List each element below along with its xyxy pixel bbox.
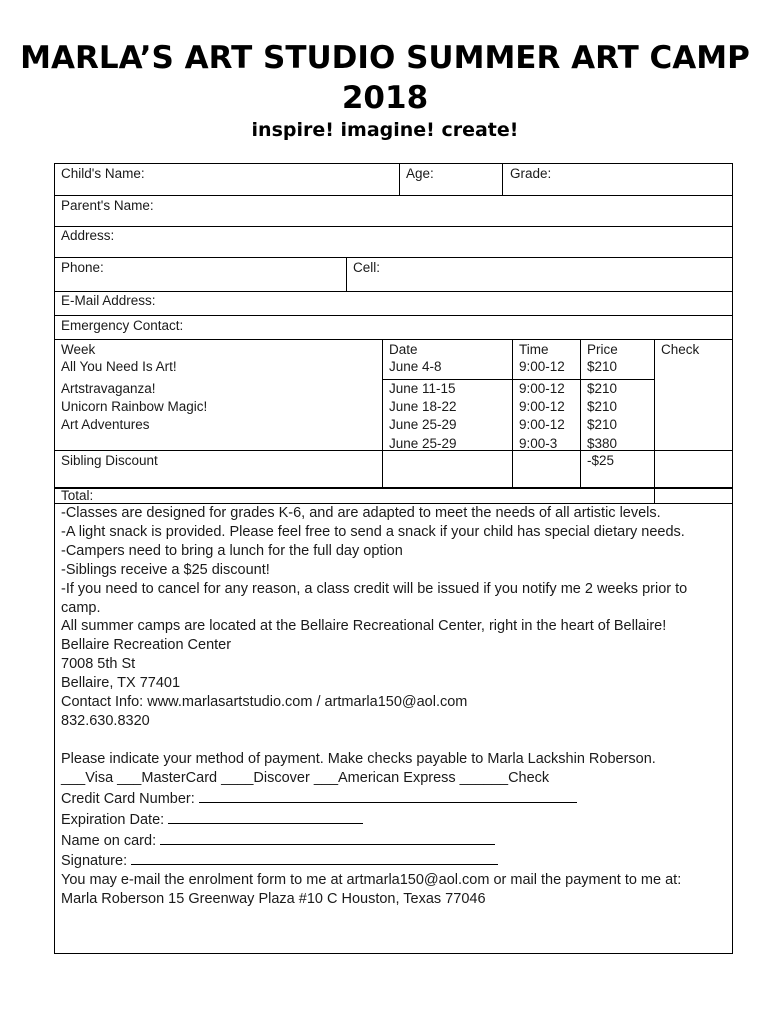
name-on-card-label: Name on card: — [61, 832, 157, 849]
week-price: $380 — [587, 436, 618, 451]
payment-instruction: Please indicate your method of payment. Make checks payable to Marla Lackshin Roberson. — [61, 750, 656, 767]
signature-field[interactable] — [131, 850, 498, 865]
week-date: June 18-22 — [389, 399, 457, 414]
form-rule — [54, 315, 733, 316]
form-rule — [54, 487, 733, 489]
info-line: 7008 5th St — [61, 656, 136, 673]
form-rule — [399, 163, 400, 195]
signature-row — [61, 850, 726, 871]
form-rule — [54, 291, 733, 292]
emergency-contact-field[interactable]: Emergency Contact: — [61, 318, 184, 333]
age-field[interactable]: Age: — [406, 166, 434, 181]
expiration-row — [61, 809, 726, 830]
week-price: $210 — [587, 359, 618, 374]
form-rule — [382, 339, 383, 487]
name-on-card-field[interactable] — [160, 830, 495, 845]
page-title: MARLA’S ART STUDIO SUMMER ART CAMP 2018 — [20, 40, 750, 116]
info-line: -Siblings receive a $25 discount! — [61, 561, 270, 578]
email-field[interactable]: E-Mail Address: — [61, 293, 156, 308]
price-column-header: Price — [587, 342, 618, 357]
form-rule — [382, 379, 654, 380]
week-price: $210 — [587, 417, 618, 432]
form-rule — [502, 163, 503, 195]
week-name: Artstravaganza! — [61, 381, 156, 396]
expiration-label: Expiration Date: — [61, 811, 165, 828]
child-name-field[interactable]: Child's Name: — [61, 166, 145, 181]
credit-card-number-field[interactable] — [199, 788, 577, 803]
week-time: 9:00-3 — [519, 436, 558, 451]
total-label: Total: — [61, 488, 94, 503]
form-rule — [54, 195, 733, 196]
week-name: All You Need Is Art! — [61, 359, 177, 374]
tagline: inspire! imagine! create! — [251, 119, 519, 141]
week-name: Unicorn Rainbow Magic! — [61, 399, 208, 414]
address-field[interactable]: Address: — [61, 228, 115, 243]
info-line: Contact Info: www.marlasartstudio.com / artmarla150@aol.com — [61, 694, 468, 711]
week-date: June 25-29 — [389, 436, 457, 451]
week-time: 9:00-12 — [519, 359, 565, 374]
form-rule — [54, 226, 733, 227]
week-time: 9:00-12 — [519, 417, 565, 432]
form-rule — [54, 257, 733, 258]
time-column-header: Time — [519, 342, 549, 357]
parent-name-field[interactable]: Parent's Name: — [61, 198, 154, 213]
info-line: -If you need to cancel for any reason, a class credit will be issued if you notify me 2 weeks prior to camp. — [61, 580, 688, 616]
form-rule — [580, 339, 581, 487]
phone-field[interactable]: Phone: — [61, 260, 104, 275]
name-on-card-row — [61, 830, 726, 851]
expiration-date-field[interactable] — [168, 809, 363, 824]
info-line: 832.630.8320 — [61, 712, 150, 729]
form-rule — [346, 257, 347, 291]
info-line: -Campers need to bring a lunch for the full day option — [61, 542, 403, 559]
mail-address: Marla Roberson 15 Greenway Plaza #10 C Houston, Texas 77046 — [61, 891, 486, 908]
spacer — [61, 731, 726, 750]
camp-information — [61, 504, 726, 909]
info-line: -A light snack is provided. Please feel free to send a snack if your child has special dietary needs. — [61, 523, 685, 540]
form-rule — [54, 339, 733, 340]
info-line: Bellaire Recreation Center — [61, 637, 232, 654]
info-line: Bellaire, TX 77401 — [61, 675, 181, 692]
mail-note: You may e-mail the enrolment form to me at artmarla150@aol.com or mail the payment to me at: — [61, 872, 682, 889]
week-date: June 4-8 — [389, 359, 442, 374]
week-date: June 11-15 — [389, 381, 456, 396]
week-column-header: Week — [61, 342, 96, 357]
info-line: All summer camps are located at the Bellaire Recreational Center, right in the heart of Bellaire! — [61, 618, 667, 635]
credit-card-row — [61, 788, 726, 809]
grade-field[interactable]: Grade: — [510, 166, 552, 181]
week-time: 9:00-12 — [519, 399, 565, 414]
info-line: -Classes are designed for grades K-6, and are adapted to meet the needs of all artistic levels. — [61, 505, 661, 521]
week-date: June 25-29 — [389, 417, 457, 432]
signature-label: Signature: — [61, 853, 128, 870]
check-column-header: Check — [661, 342, 700, 357]
form-rule — [654, 339, 655, 503]
payment-method-options[interactable]: ___Visa ___MasterCard ____Discover ___American Express ______Check — [61, 769, 550, 786]
sibling-discount-price: -$25 — [587, 453, 615, 468]
form-rule — [512, 339, 513, 487]
week-price: $210 — [587, 399, 618, 414]
date-column-header: Date — [389, 342, 418, 357]
week-name: Art Adventures — [61, 417, 150, 432]
cell-field[interactable]: Cell: — [353, 260, 381, 275]
sibling-discount-label: Sibling Discount — [61, 453, 158, 468]
credit-card-label: Credit Card Number: — [61, 790, 195, 807]
week-price: $210 — [587, 381, 618, 396]
week-time: 9:00-12 — [519, 381, 565, 396]
